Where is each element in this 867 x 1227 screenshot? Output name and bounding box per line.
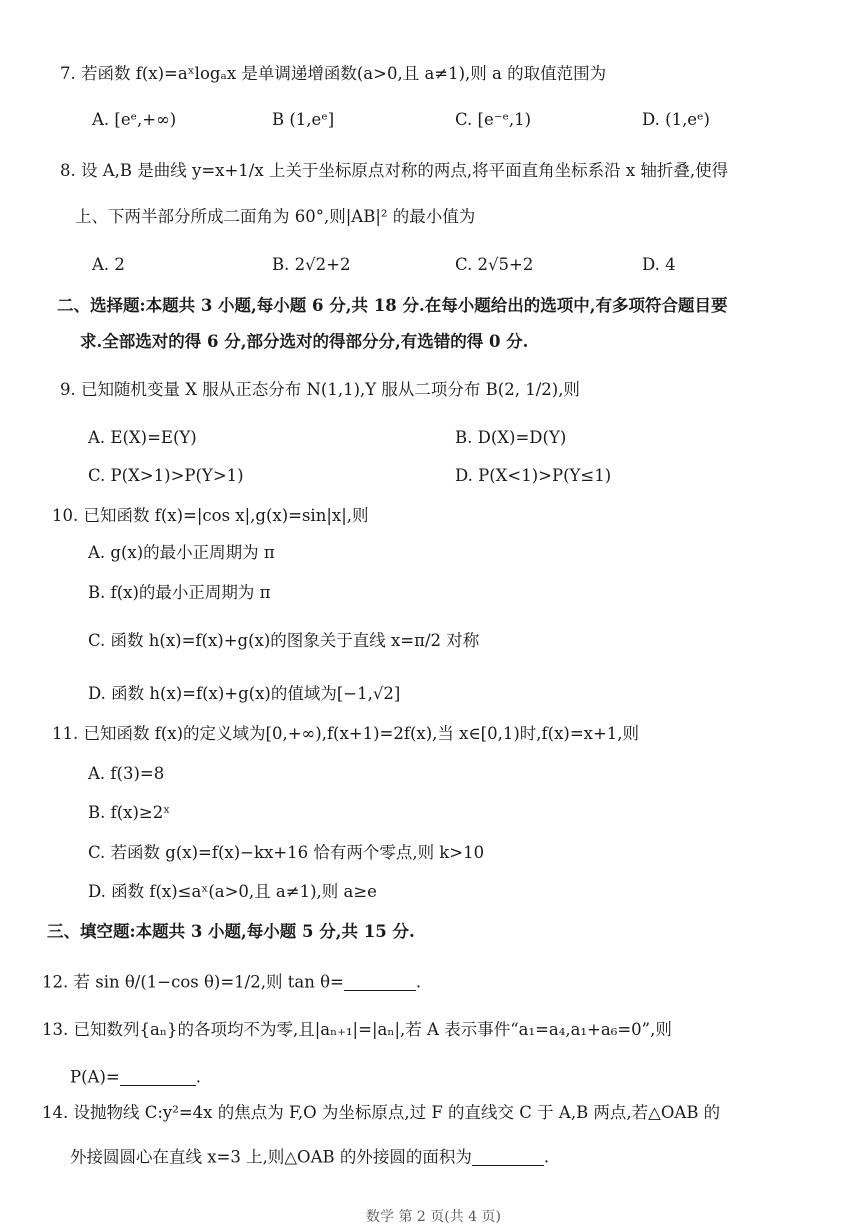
q7-option-c: C. [e⁻ᵉ,1) xyxy=(455,110,532,129)
q13-tail: . xyxy=(195,1067,201,1087)
q9-option-a: A. E(X)=E(Y) xyxy=(88,428,197,447)
q13-answer-blank xyxy=(120,1068,196,1086)
q13-stem-continued: P(A)= xyxy=(70,1067,120,1087)
q7-option-a: A. [eᵉ,+∞) xyxy=(92,110,177,129)
section-multi-choice-header: 二、选择题:本题共 3 小题,每小题 6 分,共 18 分.在每小题给出的选项中,有多项符合题目要 xyxy=(57,296,728,315)
q11-option-d: D. 函数 f(x)≤aˣ(a>0,且 a≠1),则 a≥e xyxy=(88,882,377,901)
q8-stem-continued: 上、下两半部分所成二面角为 60°,则|AB|² 的最小值为 xyxy=(75,207,476,226)
q7-stem: 7. 若函数 f(x)=aˣlogₐx 是单调递增函数(a>0,且 a≠1),则 a 的取值范围为 xyxy=(60,64,607,83)
q14-line2 xyxy=(70,1148,549,1166)
q8-option-b: B. 2√2+2 xyxy=(272,255,351,274)
section-multi-choice-note: 求.全部选对的得 6 分,部分选对的得部分分,有选错的得 0 分. xyxy=(80,332,529,351)
q8-option-d: D. 4 xyxy=(642,255,676,274)
section-fill-in-header: 三、填空题:本题共 3 小题,每小题 5 分,共 15 分. xyxy=(47,922,415,941)
q14-stem: 14. 设抛物线 C:y²=4x 的焦点为 F,O 为坐标原点,过 F 的直线交 C 于 A,B 两点,若△OAB 的 xyxy=(42,1103,721,1122)
q12-stem: 12. 若 sin θ/(1−cos θ)=1/2,则 tan θ= xyxy=(42,972,344,992)
q12-answer-blank xyxy=(344,973,416,991)
q9-option-c: C. P(X>1)>P(Y>1) xyxy=(88,466,244,485)
q10-option-a: A. g(x)的最小正周期为 π xyxy=(88,543,275,562)
q8-stem: 8. 设 A,B 是曲线 y=x+1/x 上关于坐标原点对称的两点,将平面直角坐标系沿 x 轴折叠,使得 xyxy=(60,161,729,180)
q8-option-c: C. 2√5+2 xyxy=(455,255,534,274)
q9-option-d: D. P(X<1)>P(Y≤1) xyxy=(455,466,612,485)
q8-option-a: A. 2 xyxy=(92,255,125,274)
q13-line2 xyxy=(70,1068,201,1086)
q7-option-d: D. (1,eᵉ) xyxy=(642,110,710,129)
q13-stem: 13. 已知数列{aₙ}的各项均不为零,且|aₙ₊₁|=|aₙ|,若 A 表示事件“a₁=a₄,a₁+a₆=0”,则 xyxy=(42,1020,672,1039)
q11-option-c: C. 若函数 g(x)=f(x)−kx+16 恰有两个零点,则 k>10 xyxy=(88,843,485,862)
q11-option-b: B. f(x)≥2ˣ xyxy=(88,803,171,822)
q12-line xyxy=(42,973,421,991)
page-footer: 数学 第 2 页(共 4 页) xyxy=(366,1209,501,1225)
q10-option-c: C. 函数 h(x)=f(x)+g(x)的图象关于直线 x=π/2 对称 xyxy=(88,631,480,650)
q10-stem: 10. 已知函数 f(x)=|cos x|,g(x)=sin|x|,则 xyxy=(52,506,369,525)
q9-stem: 9. 已知随机变量 X 服从正态分布 N(1,1),Y 服从二项分布 B(2, 1/2),则 xyxy=(60,380,580,399)
q10-option-b: B. f(x)的最小正周期为 π xyxy=(88,583,271,602)
q14-stem-continued: 外接圆圆心在直线 x=3 上,则△OAB 的外接圆的面积为 xyxy=(70,1147,472,1167)
q14-tail: . xyxy=(543,1147,550,1167)
q12-tail: . xyxy=(415,972,422,992)
q7-option-b: B (1,eᵉ] xyxy=(272,110,335,129)
q11-stem: 11. 已知函数 f(x)的定义域为[0,+∞),f(x+1)=2f(x),当 x∈[0,1)时,f(x)=x+1,则 xyxy=(52,724,640,743)
q9-option-b: B. D(X)=D(Y) xyxy=(455,428,567,447)
q11-option-a: A. f(3)=8 xyxy=(88,764,165,783)
q10-option-d: D. 函数 h(x)=f(x)+g(x)的值域为[−1,√2] xyxy=(88,684,401,703)
q14-answer-blank xyxy=(472,1148,544,1166)
